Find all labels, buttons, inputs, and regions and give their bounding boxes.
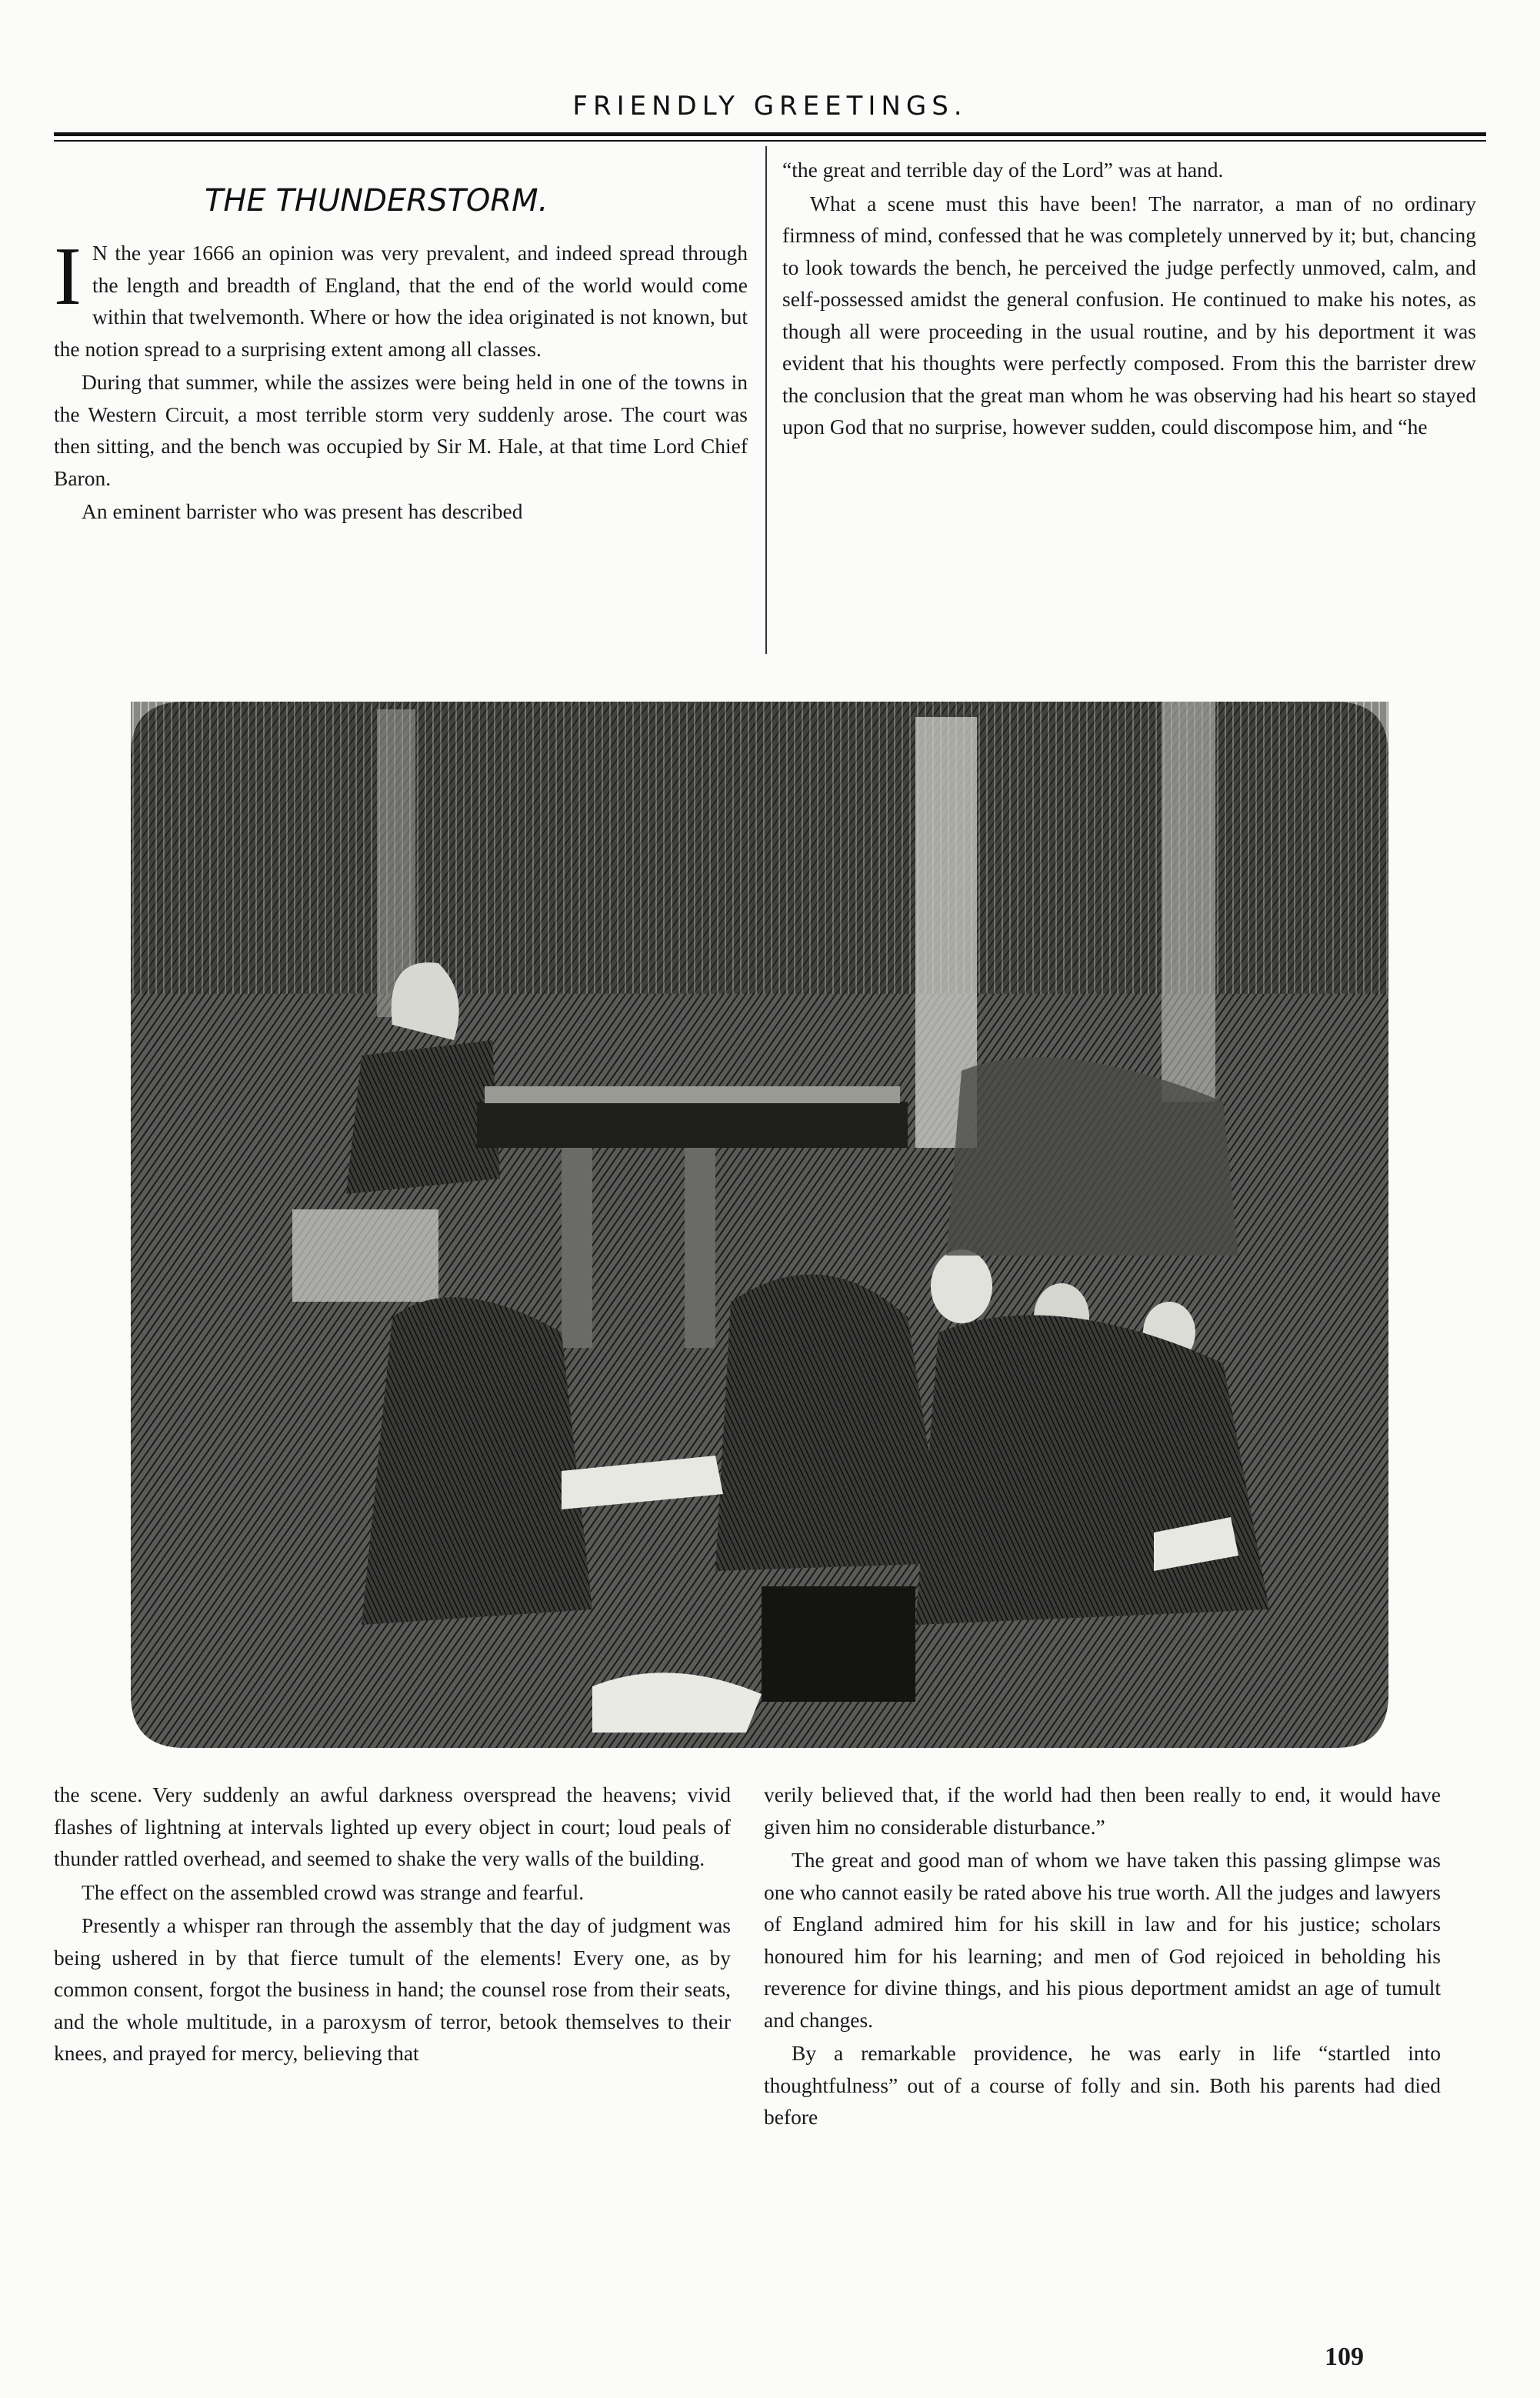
engraving-illustration <box>131 702 1388 1748</box>
header-rule-thick <box>54 132 1486 136</box>
paragraph-text: N the year 1666 an opinion was very prevalent, and indeed spread through the length and breadth of England, that the end of the world would come within that twelvemonth. Where or how the idea originated is not known, but the notion spread to a surprising extent among all classes. <box>54 241 748 361</box>
paragraph: the scene. Very suddenly an awful darkness overspread the heavens; vivid flashes of lightning at intervals lighted up every object in court; loud peals of thunder rattled overhead, and seemed to shake the very walls of the building. <box>54 1783 731 1870</box>
paragraph: Presently a whisper ran through the assembly that the day of judgment was being ushered in by that fierce tumult of the elements! Every one, as by common consent, forgot the business in hand; the counsel rose from their seats, and the whole multitude, in a paroxysm of terror, betook themselves to their knees, and prayed for mercy, believing that <box>54 1913 731 2065</box>
column-bottom-right <box>764 1779 1441 2135</box>
page-number: 109 <box>1325 2343 1364 2371</box>
drop-cap: I <box>54 231 82 322</box>
paragraph: “the great and terrible day of the Lord” was at hand. <box>782 158 1224 182</box>
paragraph: The effect on the assembled crowd was strange and fearful. <box>82 1879 585 1904</box>
paragraph: An eminent barrister who was present has described <box>82 499 523 523</box>
paragraph: verily believed that, if the world had then been really to end, it would have given him no considerable disturbance.” <box>764 1783 1441 1839</box>
column-top-left <box>54 231 748 529</box>
paragraph: What a scene must this have been! The narrator, a man of no ordinary firmness of mind, confessed that he was completely unnerved by it; but, chancing to look towards the bench, he perceived the judge perfectly unmoved, calm, and self-possessed amidst the general confusion. He continued to make his notes, as though all were proceeding in the usual routine, and by his deportment it was evident that his thoughts were perfectly composed. From this the barrister drew the conclusion that the great man whom he was observing had his heart so stayed upon God that no surprise, however sudden, could discompose him, and “he <box>782 191 1476 439</box>
header-rule-thin <box>54 140 1486 142</box>
paragraph <box>54 231 748 365</box>
paragraph: By a remarkable providence, he was early in life “startled into thoughtfulness” out of a course of folly and sin. Both his parents had died before <box>764 2041 1441 2129</box>
column-bottom-left <box>54 1779 731 2071</box>
running-head: FRIENDLY GREETINGS. <box>572 91 968 122</box>
column-divider <box>765 146 767 654</box>
article-title: THE THUNDERSTORM. <box>205 183 548 218</box>
column-top-right <box>782 154 1476 445</box>
paragraph: During that summer, while the assizes were being held in one of the towns in the Western Circuit, a most terrible storm very suddenly arose. The court was then sitting, and the bench was occupied by Sir M. Hale, at that time Lord Chief Baron. <box>54 370 748 490</box>
paragraph: The great and good man of whom we have taken this passing glimpse was one who cannot easily be rated above his true worth. All the judges and lawyers of England admired him for his skill in law and for his justice; scholars honoured him for his learning; and men of God rejoiced in beholding his reverence for divine things, and his pious deportment amidst an age of tumult and changes. <box>764 1848 1441 2032</box>
